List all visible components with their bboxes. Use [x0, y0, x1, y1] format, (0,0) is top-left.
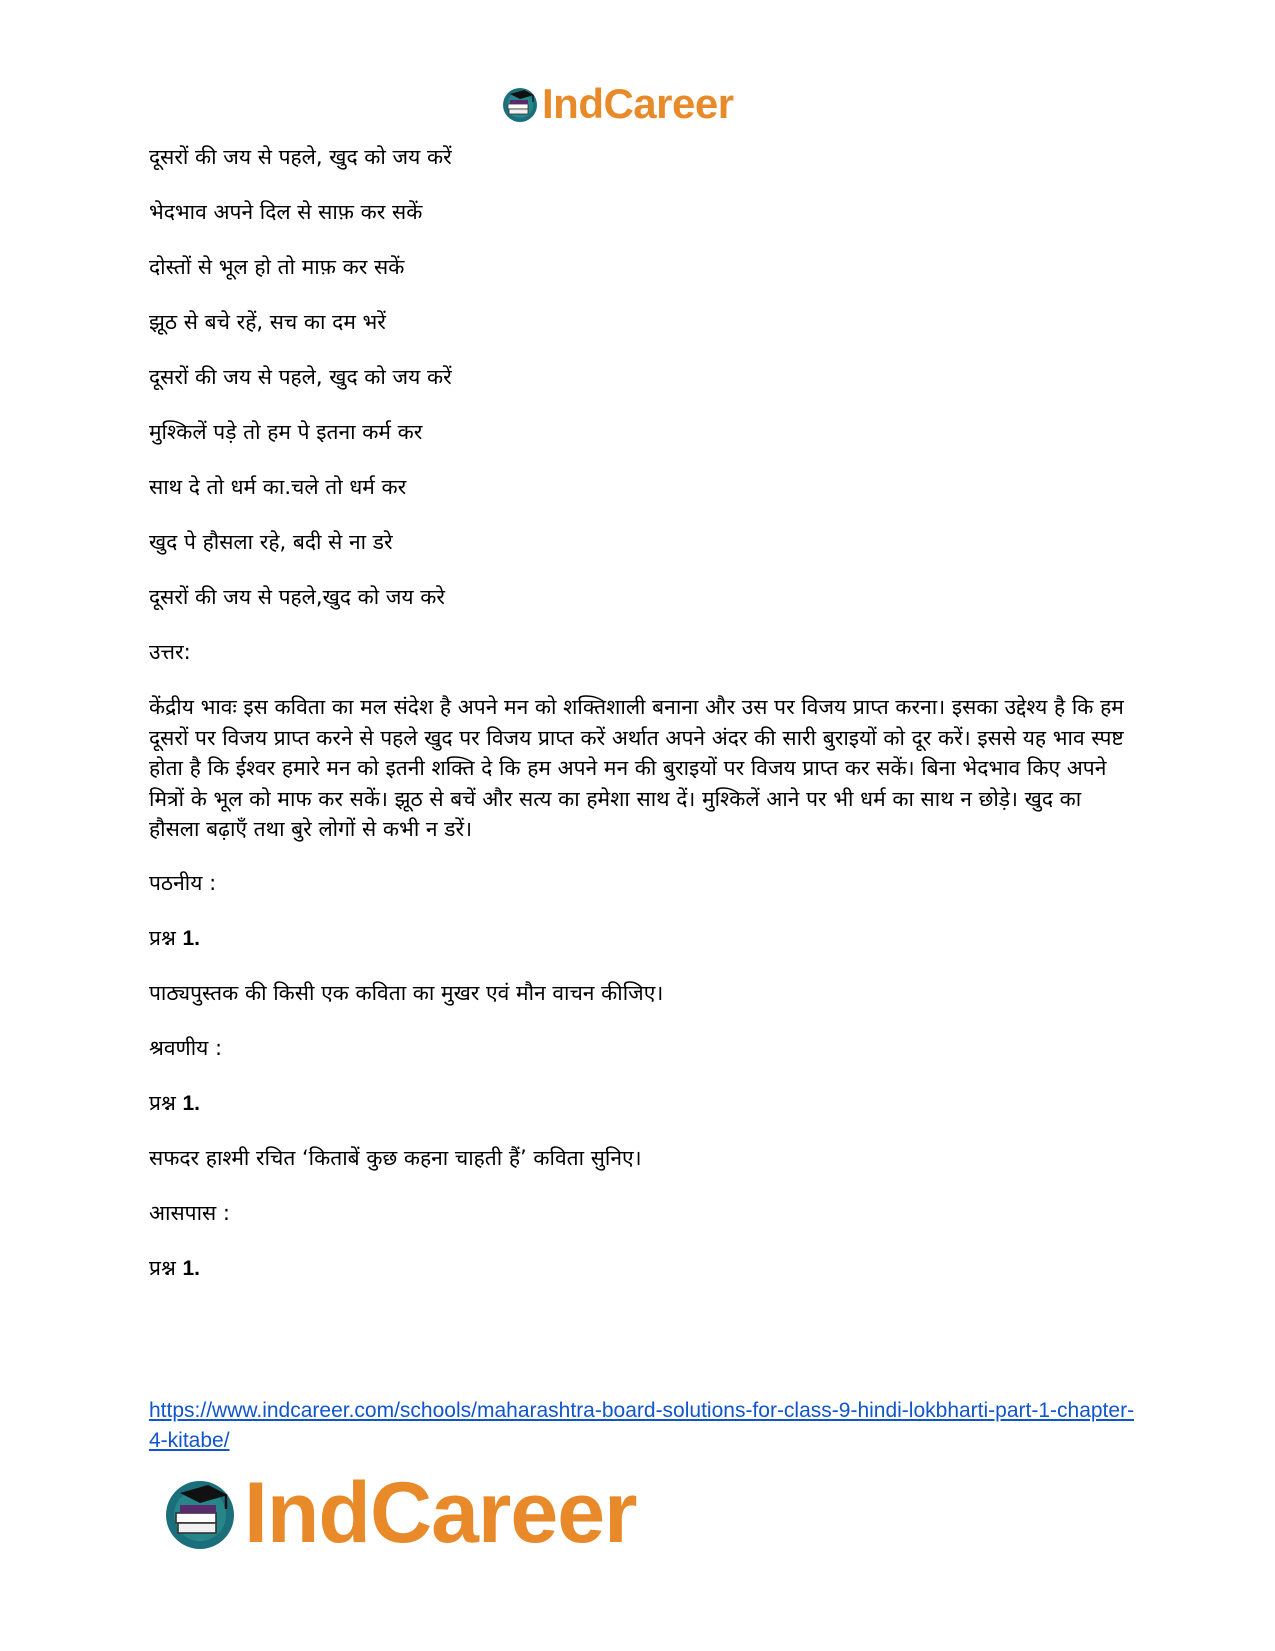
poem-line: खुद पे हौसला रहे, बदी से ना डरे	[149, 530, 393, 554]
question-text: पाठ्यपुस्तक की किसी एक कविता का मुखर एवं मौन वाचन कीजिए।	[149, 980, 664, 1005]
question-heading	[149, 923, 1129, 953]
source-link[interactable]: https://www.indcareer.com/schools/maharashtra-board-solutions-for-class-9-hindi-lokbharti-part-1-chapter-4-kitabe/	[149, 1399, 1135, 1452]
poem-line: दूसरों की जय से पहले, खुद को जय करें	[149, 365, 452, 389]
footer-logo	[160, 1465, 637, 1561]
question-label: प्रश्न	[149, 1090, 176, 1115]
answer-text: केंद्रीय भावः इस कविता का मल संदेश है अपने मन को शक्तिशाली बनाना और उस पर विजय प्राप्त करना। इसका उद्देश्य है कि हम दूसरों पर विजय प्राप्त करने से पहले खुद पर विजय प्राप्त करें अर्थात अपने अंदर की सारी बुराइयों को दूर करें। इससे यह भाव स्पष्ट होता है कि ईश्वर हमारे मन को इतनी शक्ति दे कि हम अपने मन की बुराइयों पर विजय प्राप्त कर सकें। बिना भेदभाव किए अपने मित्रों के भूल को माफ कर सकें। झूठ से बचें और सत्य का हमेशा साथ दें। मुश्किलें आने पर भी धर्म का साथ न छोड़े। खुद का हौसला बढ़ाएँ तथा बुरे लोगों से कभी न डरें।	[149, 695, 1124, 841]
poem-line: दूसरों की जय से पहले, खुद को जय करें	[149, 145, 452, 169]
question-label: प्रश्न	[149, 1255, 176, 1280]
poem-line: साथ दे तो धर्म का.चले तो धर्म कर	[149, 475, 407, 499]
question-number: 1.	[182, 926, 200, 950]
question-label: प्रश्न	[149, 925, 176, 950]
section-heading: श्रवणीय :	[149, 1035, 223, 1060]
answer-label: उत्तर:	[149, 640, 191, 664]
poem-line: झूठ से बचे रहें, सच का दम भरें	[149, 310, 386, 334]
poem-line: दूसरों की जय से पहले,खुद को जय करे	[149, 585, 445, 609]
question-heading	[149, 1088, 1129, 1118]
logo-text: IndCareer	[542, 80, 734, 127]
main-content	[149, 142, 1129, 1308]
globe-book-graduation-cap-icon	[160, 1473, 240, 1553]
header-logo	[500, 80, 734, 128]
poem-line: दोस्तों से भूल हो तो माफ़ कर सकें	[149, 255, 405, 279]
globe-book-graduation-cap-icon	[500, 84, 540, 124]
question-number: 1.	[182, 1091, 200, 1115]
poem-line: मुश्किलें पड़े तो हम पे इतना कर्म कर	[149, 420, 423, 444]
question-heading	[149, 1253, 1129, 1283]
logo-text: IndCareer	[244, 1465, 637, 1561]
poem-line: भेदभाव अपने दिल से साफ़ कर सकें	[149, 200, 423, 224]
question-text: सफदर हाश्मी रचित ‘किताबें कुछ कहना चाहती हैं’ कविता सुनिए।	[149, 1145, 642, 1170]
section-heading: आसपास :	[149, 1200, 230, 1225]
question-number: 1.	[182, 1256, 200, 1280]
section-heading: पठनीय :	[149, 870, 217, 895]
